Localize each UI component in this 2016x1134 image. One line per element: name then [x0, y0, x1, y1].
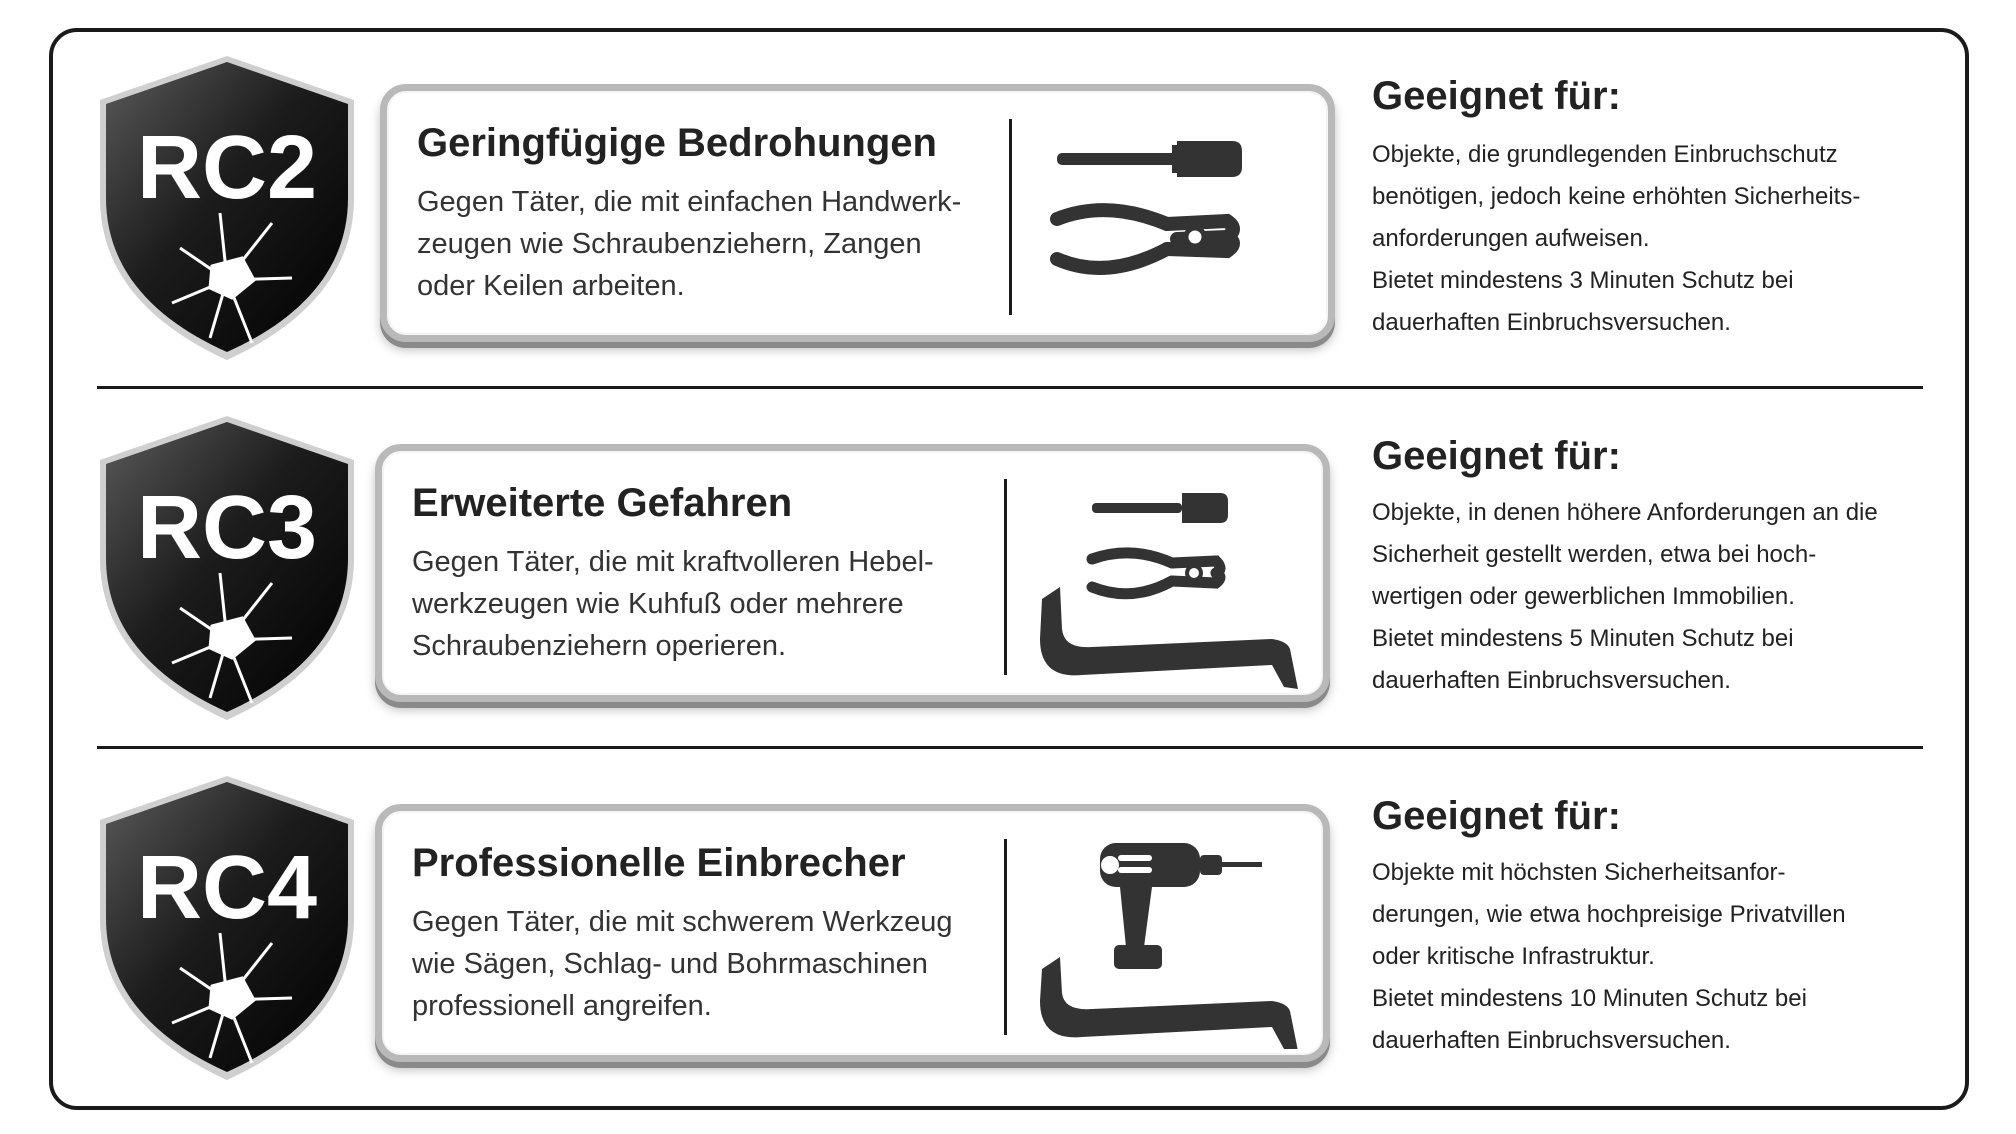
suitable-heading: Geeignet für:: [1372, 74, 1621, 118]
threat-card-rc2: [380, 84, 1335, 342]
threat-card-rc3: [375, 444, 1330, 702]
row-divider: [97, 746, 1923, 749]
description-line: Gegen Täter, die mit kraftvolleren Hebel-: [412, 546, 934, 578]
description-line: Schraubenziehern operieren.: [412, 630, 787, 662]
shield-badge-rc4: [92, 768, 362, 1088]
suitable-line: Bietet mindestens 10 Minuten Schutz bei: [1372, 985, 1807, 1012]
suitable-line: dauerhaften Einbruchsversuchen.: [1372, 309, 1731, 336]
card-divider: [1004, 839, 1007, 1035]
threat-title: Professionelle Einbrecher: [412, 841, 906, 885]
threat-description: [412, 901, 992, 1027]
badge-code: RC2: [136, 118, 318, 218]
screwdriver-icon: [1092, 493, 1228, 523]
suitable-line: Objekte, in denen höhere Anforderungen an die: [1372, 499, 1878, 526]
row-divider: [97, 386, 1923, 389]
pliers-icon: [1057, 210, 1233, 268]
description-line: Gegen Täter, die mit einfachen Handwerk-: [417, 186, 962, 218]
suitable-line: dauerhaften Einbruchsversuchen.: [1372, 1027, 1731, 1054]
drill-icon: [1100, 843, 1262, 969]
suitable-text: [1372, 852, 1932, 1062]
suitable-line: Bietet mindestens 5 Minuten Schutz bei: [1372, 625, 1794, 652]
level-row-rc2: [0, 38, 2016, 378]
suitable-line: Sicherheit gestellt werden, etwa bei hoch-: [1372, 541, 1817, 568]
threat-title: Erweiterte Gefahren: [412, 481, 793, 525]
card-divider: [1009, 119, 1012, 315]
shield-badge-rc3: [92, 408, 362, 728]
tools-illustration: [1022, 469, 1322, 689]
card-divider: [1004, 479, 1007, 675]
description-line: werkzeugen wie Kuhfuß oder mehrere: [412, 588, 904, 620]
suitable-line: Bietet mindestens 3 Minuten Schutz bei: [1372, 267, 1794, 294]
description-line: zeugen wie Schraubenziehern, Zangen: [417, 228, 922, 260]
badge-code: RC3: [136, 478, 318, 578]
description-line: oder Keilen arbeiten.: [417, 270, 685, 302]
description-line: Gegen Täter, die mit schwerem Werkzeug: [412, 906, 953, 938]
suitable-line: benötigen, jedoch keine erhöhten Sicherheits-: [1372, 183, 1861, 210]
suitable-line: oder kritische Infrastruktur.: [1372, 943, 1655, 970]
tools-illustration: [1022, 829, 1322, 1049]
description-line: professionell angreifen.: [412, 990, 712, 1022]
suitable-line: wertigen oder gewerblichen Immobilien.: [1372, 583, 1795, 610]
suitable-line: dauerhaften Einbruchsversuchen.: [1372, 667, 1731, 694]
suitable-heading: Geeignet für:: [1372, 434, 1621, 478]
threat-description: [412, 541, 992, 667]
suitable-line: anforderungen aufweisen.: [1372, 225, 1650, 252]
suitable-text: [1372, 492, 1932, 702]
threat-card-rc4: [375, 804, 1330, 1062]
badge-code: RC4: [136, 838, 318, 938]
threat-title: Geringfügige Bedrohungen: [417, 121, 937, 165]
suitable-line: Objekte, die grundlegenden Einbruchschutz: [1372, 141, 1838, 168]
level-row-rc4: [0, 758, 2016, 1098]
suitable-text: [1372, 134, 1932, 344]
suitable-line: Objekte mit höchsten Sicherheitsanfor-: [1372, 859, 1786, 886]
suitable-heading: Geeignet für:: [1372, 794, 1621, 838]
tools-illustration: [1027, 109, 1327, 329]
crowbar-icon: [1040, 587, 1298, 689]
level-row-rc3: [0, 398, 2016, 738]
shield-badge-rc2: [92, 48, 362, 368]
crowbar-icon: [1040, 957, 1298, 1049]
suitable-line: derungen, wie etwa hochpreisige Privatvillen: [1372, 901, 1846, 928]
threat-description: [417, 181, 997, 307]
screwdriver-icon: [1057, 141, 1242, 177]
description-line: wie Sägen, Schlag- und Bohrmaschinen: [412, 948, 928, 980]
